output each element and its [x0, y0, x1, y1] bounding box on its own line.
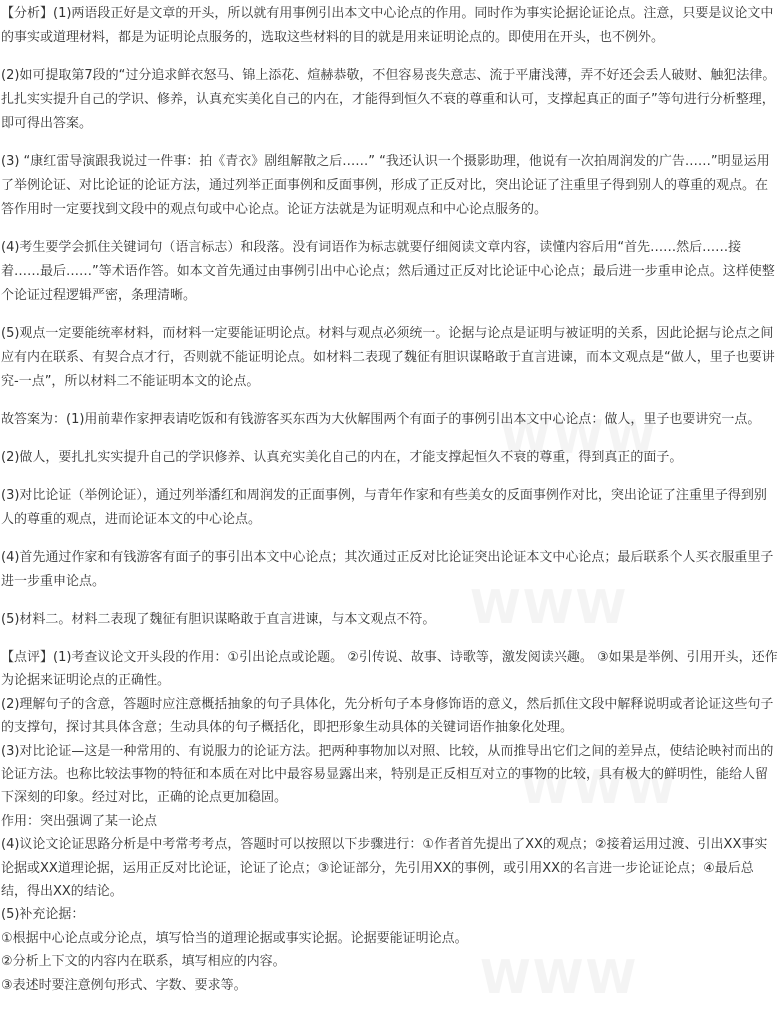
comment-item-3: (3)对比论证—这是一种常用的、有说服力的论证方法。把两种事物加以对照、比较，从而推导出它们之间的差异点，使结论映衬而出的论证方法。也称比较法事物的特征和本质在对比中最容易显露出来，特别是正反相互对立的事物的比较，具有极大的鲜明性，能给人留下深刻的印象。经过对比，正确的论点更加稳固。 [1, 743, 774, 806]
analysis-paragraph-3: (3) “康红雷导演跟我说过一件事：拍《青衣》剧组解散之后……” “我还认识一个摄影助理，他说有一次拍周润发的广告……”明显运用了举例论证、对比论证的论证方法，通过列举正面事例和反面事例，形成了正反对比，突出论证了注重里子得到别人的尊重的观点。在答作用时一定要找到文段中的观点句或中心论点。论证方法就是为证明观点和中心论点服务的。 [1, 154, 770, 217]
analysis-paragraph-2: (2)如可提取第7段的“过分追求鲜衣怒马、锦上添花、煊赫恭敬，不但容易丧失意志、流于平庸浅薄，弄不好还会丢人破财、触犯法律。扎扎实实提升自己的学识、修养，认真充实美化自己的内在，才能得到恒久不衰的尊重和认可，支撑起真正的面子”等句进行分析整理，即可得出答案。 [1, 68, 776, 131]
comment-item-5: (5)补充论据： [1, 907, 85, 923]
comment-item-5-c: ③表述时要注意例句形式、字数、要求等。 [1, 977, 247, 993]
answer-item-1: 故答案为：(1)用前辈作家押表请吃饭和有钱游客买东西为大伙解围两个有面子的事例引出本文中心论点：做人，里子也要讲究一点。 [1, 412, 761, 427]
comment-item-3-role: 作用：突出强调了某一论点 [1, 813, 158, 829]
answer-item-3: (3)对比论证（举例论证），通过列举潘红和周润发的正面事例，与青年作家和有些美女的反面事例作对比，突出论证了注重里子得到别人的尊重的观点，进而论证本文的中心论点。 [1, 488, 767, 527]
comment-section [0, 646, 780, 997]
comment-item-4: (4)议论文论证思路分析是中考常考考点，答题时可以按照以下步骤进行：①作者首先提出了XX的观点；②接着运用过渡、引出XX事实论据或XX道理论据，运用正反对比论证，论证了论点；③论证部分，先引用XX的事例，或引用XX的名言进一步论证论点；④最后总结，得出XX的结论。 [1, 837, 768, 900]
comment-item-5-a: ①根据中心论点或分论点，填写恰当的道理论据或事实论据。论据要能证明论点。 [1, 930, 468, 946]
comment-item-1: 【点评】(1)考查议论文开头段的作用：①引出论点或论题。 ②引传说、故事、诗歌等，激发阅读兴趣。 ③如果是举例、引用开头，还作为论据来证明论点的正确性。 [1, 650, 778, 689]
analysis-section [0, 0, 780, 394]
analysis-paragraph-1: 【分析】(1)两语段正好是文章的开头，所以就有用事例引出本文中心论点的作用。同时作为事实论据论证论点。注意，只要是议论文中的事实或道理材料，都是为证明论点服务的，选取这些材料的目的就是用来证明论点的。即使用在开头，也不例外。 [1, 6, 774, 45]
comment-item-5-b: ②分析上下文的内容内在联系，填写相应的内容。 [1, 954, 286, 970]
answer-item-4: (4)首先通过作家和有钱游客有面子的事引出本文中心论点；其次通过正反对比论证突出论证本文中心论点；最后联系个人买衣服重里子进一步重申论点。 [1, 550, 774, 589]
comment-item-2: (2)理解句子的含意，答题时应注意概括抽象的句子具体化，先分析句子本身修饰语的意义，然后抓住文段中解释说明或者论证这些句子的支撑句，探讨其具体含意；生动具体的句子概括化，即把形象生动具体的关键词语作抽象化处理。 [1, 696, 774, 736]
answer-item-2: (2)做人，要扎扎实实提升自己的学识修养、认真充实美化自己的内在，才能支撑起恒久不衰的尊重，得到真正的面子。 [1, 450, 683, 465]
answer-section [0, 408, 780, 632]
analysis-paragraph-4: (4)考生要学会抓住关键词句（语言标志）和段落。没有词语作为标志就要仔细阅读文章内容，读懂内容后用“首先……然后……接着……最后……”等术语作答。如本文首先通过由事例引出中心论点；然后通过正反对比论证中心论点；最后进一步重申论点。这样使整个论证过程逻辑严密，条理清晰。 [1, 240, 775, 303]
answer-item-5: (5)材料二。材料二表现了魏征有胆识谋略敢于直言进谏，与本文观点不符。 [1, 612, 436, 627]
analysis-paragraph-5: (5)观点一定要能统率材料，而材料一定要能证明论点。材料与观点必须统一。论据与论点是证明与被证明的关系，因此论据与论点之间应有内在联系、有契合点才行，否则就不能证明论点。如材料二表现了魏征有胆识谋略敢于直言进谏，而本文观点是“做人，里子也要讲究-一点”，所以材料二不能证明本文的论点。 [1, 326, 775, 389]
